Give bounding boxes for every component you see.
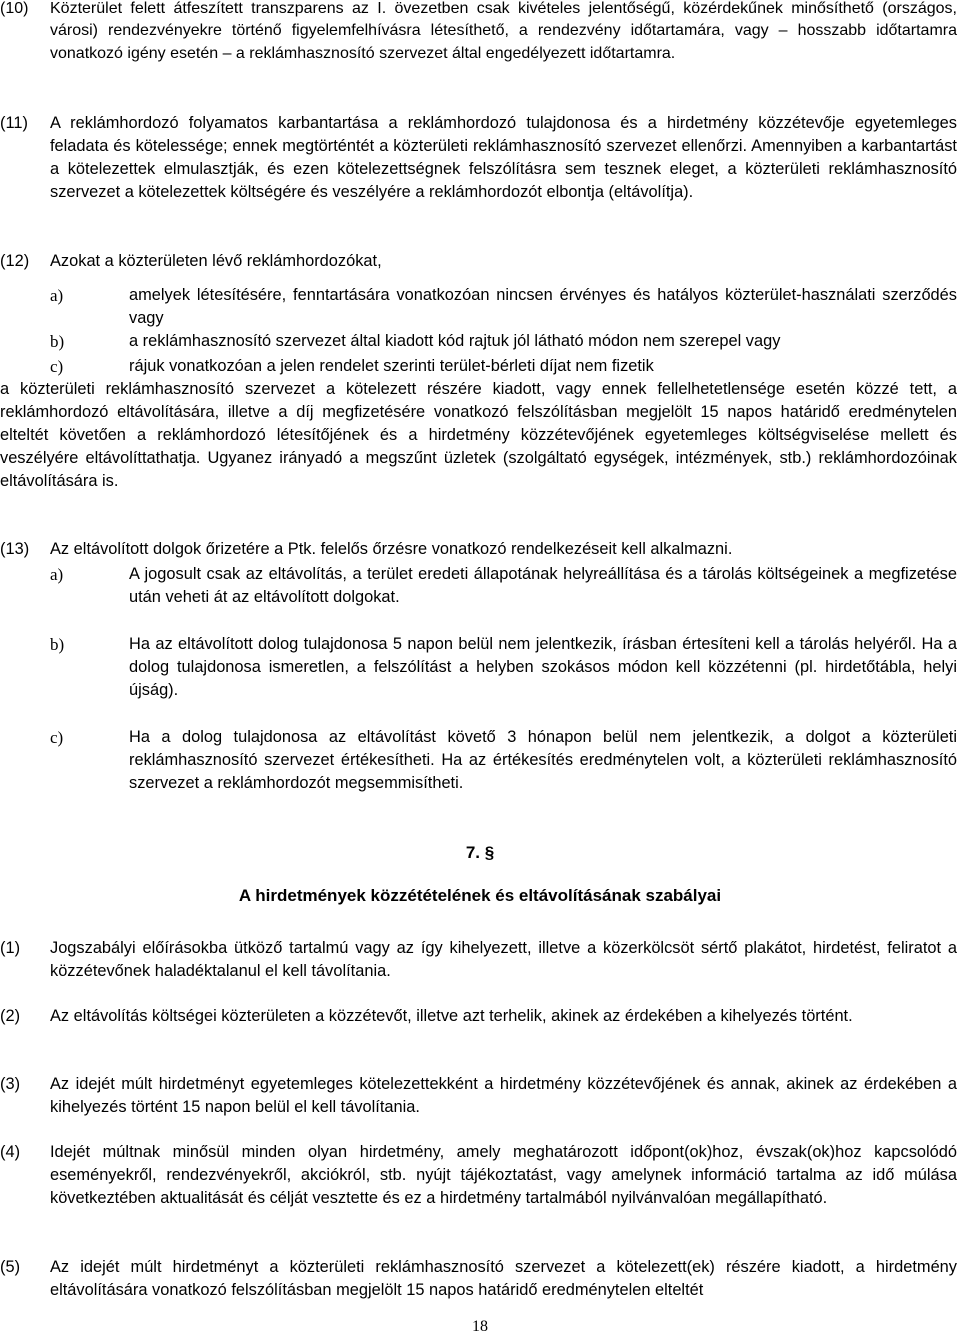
paragraph-text: Azokat a közterületen lévő reklámhordozókat, (50, 252, 382, 270)
paragraph-10 (0, 0, 957, 65)
paragraph-number: (12) (0, 252, 30, 270)
list-item-text: amelyek létesítésére, fenntartására vonatkozóan nincsen érvényes és hatályos közterület-használati szerződés vagy (129, 286, 957, 327)
list-item-letter: a) (50, 286, 64, 305)
paragraph-text: Az eltávolított dolgok őrizetére a Ptk. felelős őrzésre vonatkozó rendelkezéseit kell alkalmazni. (50, 540, 733, 558)
section-number: 7. § (465, 843, 495, 862)
list-item (50, 633, 957, 702)
list-item-text: Ha a dolog tulajdonosa az eltávolítást követő 3 hónapon belül nem jelentkezik, a dolgot a közterületi reklámhasznosító szervezet értékesítheti. Ha az értékesítés eredménytelen volt, a közterületi reklámhasznosító szervezet a reklámhordozót megsemmisítheti. (129, 728, 957, 792)
list-item-letter: c) (50, 728, 64, 747)
list-item-text: Ha az eltávolított dolog tulajdonosa 5 napon belül nem jelentkezik, írásban értesíteni kell a tárolás helyéről. Ha a dolog tulajdonosa ismeretlen, a felszólítást a helyben szokásos módon kell közzétenni (pl. hirdetőtábla, helyi újság). (129, 635, 957, 699)
paragraph-text: A reklámhordozó folyamatos karbantartása a reklámhordozó tulajdonosa és a hirdetmény közzétevője egyetemleges feladata és kötelessége; ennek megtörténtét a közterületi reklámhasznosító szervezet ellenőrzi. Amennyiben a karbantartást a kötelezettek elmulasztják, és ezen kötelezettségnek felszólításra sem tesznek eleget, a közterületi reklámhasznosító szervezet a kötelezettek költségére és veszélyére a reklámhordozót elbontja (eltávolítja). (50, 114, 957, 201)
list-item (50, 355, 957, 378)
section-title: A hirdetmények közzétételének és eltávolításának szabályai (238, 886, 722, 905)
list-item-text: rájuk vonatkozóan a jelen rendelet szerinti terület-bérleti díjat nem fizetik (129, 357, 654, 375)
list-item-letter: a) (50, 565, 64, 584)
list-item (50, 563, 957, 609)
paragraph-13-intro (0, 538, 957, 561)
list-item (50, 330, 957, 353)
section-7-paragraph-3 (0, 1073, 957, 1119)
page-number: 18 (472, 1318, 488, 1335)
paragraph-number: (2) (0, 1007, 21, 1025)
paragraph-text: Jogszabályi előírásokba ütköző tartalmú vagy az így kihelyezett, illetve a közerkölcsöt sértő plakátot, hirdetést, feliratot a közzétevőnek haladéktalanul el kell távolítania. (50, 939, 957, 980)
paragraph-text: Az eltávolítás költségei közterületen a közzétevőt, illetve azt terhelik, akinek az érdekében a kihelyezés történt. (50, 1007, 853, 1025)
paragraph-number: (13) (0, 540, 30, 558)
section-7-paragraph-4 (0, 1141, 957, 1210)
paragraph-number: (4) (0, 1143, 21, 1161)
section-7-paragraph-5 (0, 1256, 957, 1302)
paragraph-text: Az idejét múlt hirdetményt egyetemleges kötelezettekként a hirdetmény közzétevőjének és annak, akinek az érdekében a kihelyezés történt 15 napon belül el kell távolítania. (50, 1075, 957, 1116)
paragraph-number: (10) (0, 0, 29, 17)
list-item-letter: c) (50, 357, 64, 376)
section-7-paragraph-1 (0, 937, 957, 983)
paragraph-text: Az idejét múlt hirdetményt a közterületi reklámhasznosító szervezet a kötelezett(ek) részére kiadott, a hirdetmény eltávolítására vonatkozó felszólításban megjelölt 15 napos határidő eredménytelen elteltét (50, 1258, 957, 1299)
paragraph-number: (1) (0, 939, 21, 957)
list-item-text: A jogosult csak az eltávolítás, a terület eredeti állapotának helyreállítása és a tárolás költségeinek a megfizetése után veheti át az eltávolított dolgokat. (129, 565, 957, 606)
section-7-paragraph-2 (0, 1005, 957, 1028)
paragraph-text: Közterület felett átfeszített transzparens az I. övezetben csak kivételes jelentőségű, közérdekűnek minősíthető (országos, városi) rendezvényekre történő figyelemfelhívásra létesíthető, a rendezvény időtartamára, vagy – hosszabb időtartamra vonatkozó igény esetén – a reklámhasznosító szervezet által engedélyezett időtartamra. (50, 0, 957, 62)
paragraph-text: Idejét múltnak minősül minden olyan hirdetmény, amely meghatározott időpont(ok)hoz, évszak(ok)hoz kapcsolódó eseményekről, rendezvényekről, akciókról, stb. nyújt tájékoztatást, vagy amelynek információ tartalma az idő múlása következtében aktualitását és célját vesztette és ez a hirdetmény tartalmából nyilvánvalóan megállapítható. (50, 1143, 957, 1207)
paragraph-number: (5) (0, 1258, 21, 1276)
list-item (50, 726, 957, 795)
paragraph-number: (11) (0, 114, 28, 132)
paragraph-text: a közterületi reklámhasznosító szervezet a kötelezett részére kiadott, vagy ennek fellelhetetlensége esetén közzé tett, a reklámhordozó eltávolítására, illetve a díj megfizetésére vonatkozó felszólításban megjelölt 15 napos határidő eredménytelen elteltét követően a reklámhordozó létesítőjének és a hirdetmény közzétevőjének egyetemleges költségviselése mellett és veszélyére eltávolíttathatja. Ugyanez irányadó a megszűnt üzletek (szolgáltató egységek, intézmények, stb.) reklámhordozóinak eltávolítására is. (0, 380, 957, 490)
paragraph-12-intro (0, 250, 957, 273)
list-item-text: a reklámhasznosító szervezet által kiadott kód rajtuk jól látható módon nem szerepel vagy (129, 332, 781, 350)
paragraph-11 (0, 112, 957, 204)
list-item (50, 284, 957, 330)
paragraph-12-body (0, 378, 957, 493)
list-item-letter: b) (50, 635, 65, 654)
paragraph-number: (3) (0, 1075, 21, 1093)
list-item-letter: b) (50, 332, 65, 351)
